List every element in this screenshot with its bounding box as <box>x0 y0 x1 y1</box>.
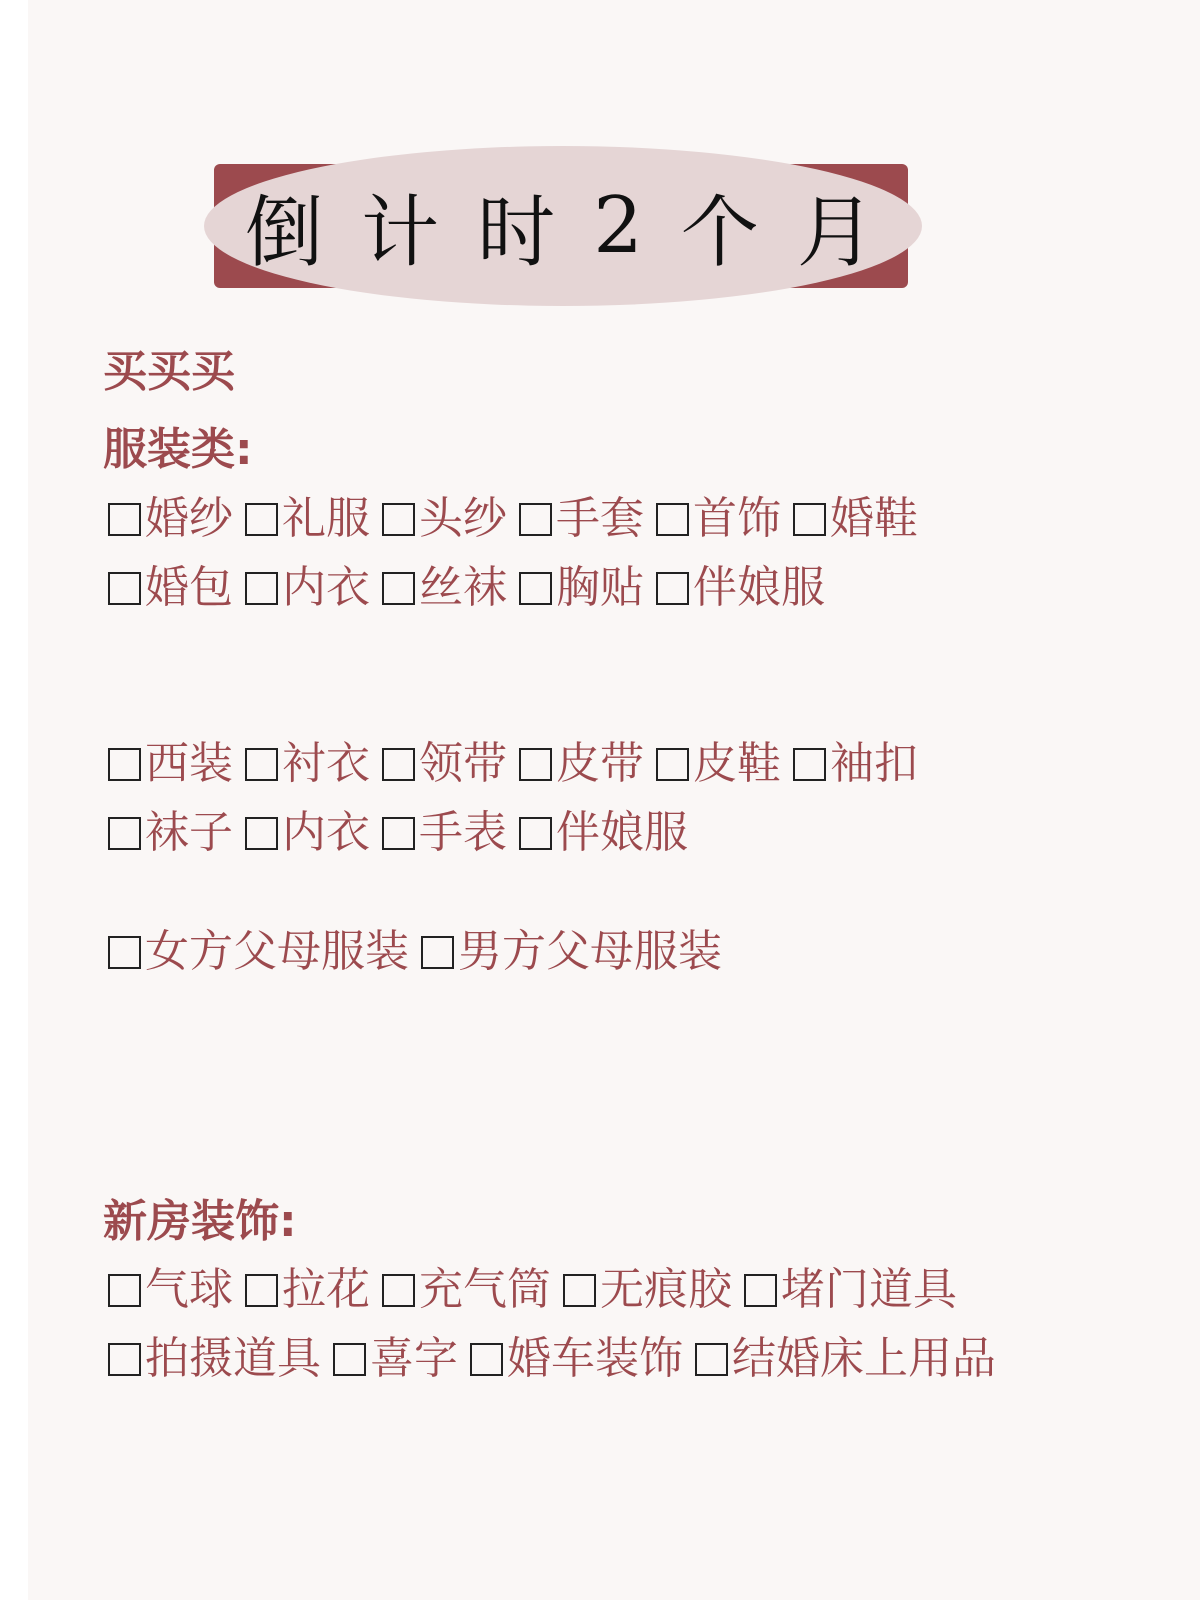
checkbox-icon[interactable] <box>563 1274 596 1307</box>
checkbox-icon[interactable] <box>245 817 278 850</box>
title-char: 计 <box>361 188 446 278</box>
checklist-item[interactable] <box>744 1264 957 1315</box>
checklist-item-label: 西装 <box>145 738 233 789</box>
checklist-item-label: 伴娘服 <box>556 807 688 858</box>
checklist-item-label: 手套 <box>556 493 644 544</box>
checklist-item-label: 首饰 <box>693 493 781 544</box>
checklist-item[interactable] <box>108 926 409 977</box>
checkbox-icon[interactable] <box>519 817 552 850</box>
checklist-item-label: 婚纱 <box>145 493 233 544</box>
checklist-item[interactable] <box>245 493 370 544</box>
checklist-row-bride-2 <box>108 562 837 613</box>
section-heading-buy: 买买买 <box>103 346 235 397</box>
checkbox-icon[interactable] <box>108 1274 141 1307</box>
checklist-item[interactable] <box>656 738 781 789</box>
checkbox-icon[interactable] <box>382 817 415 850</box>
checklist-item[interactable] <box>793 738 918 789</box>
checklist-item[interactable] <box>656 562 825 613</box>
checklist-item-label: 无痕胶 <box>600 1264 732 1315</box>
checkbox-icon[interactable] <box>793 748 826 781</box>
checklist-item-label: 女方父母服装 <box>145 926 409 977</box>
checkbox-icon[interactable] <box>245 748 278 781</box>
checklist-item-label: 内衣 <box>282 807 370 858</box>
checkbox-icon[interactable] <box>333 1343 366 1376</box>
title-char: 个 <box>680 188 765 278</box>
checkbox-icon[interactable] <box>382 572 415 605</box>
checklist-item-label: 手表 <box>419 807 507 858</box>
checklist-item-label: 堵门道具 <box>781 1264 957 1315</box>
checkbox-icon[interactable] <box>382 1274 415 1307</box>
checkbox-icon[interactable] <box>245 503 278 536</box>
checklist-item-label: 头纱 <box>419 493 507 544</box>
checkbox-icon[interactable] <box>470 1343 503 1376</box>
title-char: 倒 <box>245 188 330 278</box>
checklist-item[interactable] <box>470 1333 683 1384</box>
checkbox-icon[interactable] <box>245 572 278 605</box>
checklist-item[interactable] <box>519 807 688 858</box>
checkbox-icon[interactable] <box>108 748 141 781</box>
checkbox-icon[interactable] <box>108 503 141 536</box>
checklist-item-label: 皮带 <box>556 738 644 789</box>
checklist-item[interactable] <box>333 1333 458 1384</box>
checklist-item-label: 袖扣 <box>830 738 918 789</box>
checklist-item-label: 婚鞋 <box>830 493 918 544</box>
checklist-item-label: 婚包 <box>145 562 233 613</box>
checklist-item[interactable] <box>245 738 370 789</box>
checkbox-icon[interactable] <box>108 572 141 605</box>
checklist-item-label: 拍摄道具 <box>145 1333 321 1384</box>
checklist-item-label: 气球 <box>145 1264 233 1315</box>
checkbox-icon[interactable] <box>519 748 552 781</box>
checklist-item[interactable] <box>108 1264 233 1315</box>
checklist-item[interactable] <box>382 738 507 789</box>
title-char: 时 <box>477 188 562 278</box>
checklist-row-bride-1 <box>108 493 930 544</box>
checklist-row-groom-2 <box>108 807 700 858</box>
title-char: 月 <box>796 188 881 278</box>
checklist-item[interactable] <box>108 493 233 544</box>
checklist-item[interactable] <box>382 807 507 858</box>
checklist-item[interactable] <box>695 1333 996 1384</box>
checkbox-icon[interactable] <box>108 817 141 850</box>
checklist-item-label: 丝袜 <box>419 562 507 613</box>
checklist-item[interactable] <box>382 562 507 613</box>
checkbox-icon[interactable] <box>656 503 689 536</box>
checklist-item[interactable] <box>421 926 722 977</box>
checklist-item[interactable] <box>245 562 370 613</box>
checklist-item[interactable] <box>108 562 233 613</box>
checkbox-icon[interactable] <box>382 748 415 781</box>
checklist-item[interactable] <box>108 1333 321 1384</box>
checkbox-icon[interactable] <box>421 936 454 969</box>
checklist-item[interactable] <box>519 493 644 544</box>
checklist-item-label: 拉花 <box>282 1264 370 1315</box>
checklist-item-label: 衬衣 <box>282 738 370 789</box>
checkbox-icon[interactable] <box>108 1343 141 1376</box>
checklist-item-label: 领带 <box>419 738 507 789</box>
checklist-item[interactable] <box>382 1264 551 1315</box>
checklist-item-label: 喜字 <box>370 1333 458 1384</box>
checkbox-icon[interactable] <box>656 572 689 605</box>
checklist-item[interactable] <box>245 807 370 858</box>
checklist-item-label: 结婚床上用品 <box>732 1333 996 1384</box>
checklist-row-groom-1 <box>108 738 930 789</box>
checklist-item[interactable] <box>519 562 644 613</box>
checkbox-icon[interactable] <box>382 503 415 536</box>
checkbox-icon[interactable] <box>744 1274 777 1307</box>
checklist-item[interactable] <box>108 807 233 858</box>
checklist-item-label: 礼服 <box>282 493 370 544</box>
checklist-row-decor-1 <box>108 1264 969 1315</box>
checklist-item[interactable] <box>656 493 781 544</box>
checklist-item[interactable] <box>563 1264 732 1315</box>
section-heading-decor: 新房装饰: <box>103 1196 297 1247</box>
checkbox-icon[interactable] <box>519 503 552 536</box>
checkbox-icon[interactable] <box>793 503 826 536</box>
checklist-row-decor-2 <box>108 1333 1008 1384</box>
checklist-item[interactable] <box>245 1264 370 1315</box>
checkbox-icon[interactable] <box>519 572 552 605</box>
checklist-item-label: 充气筒 <box>419 1264 551 1315</box>
checkbox-icon[interactable] <box>695 1343 728 1376</box>
checklist-item[interactable] <box>793 493 918 544</box>
checklist-item-label: 胸贴 <box>556 562 644 613</box>
checkbox-icon[interactable] <box>108 936 141 969</box>
checklist-item[interactable] <box>108 738 233 789</box>
checklist-item[interactable] <box>382 493 507 544</box>
checklist-item-label: 男方父母服装 <box>458 926 722 977</box>
checklist-row-parents <box>108 926 734 977</box>
checkbox-icon[interactable] <box>656 748 689 781</box>
checklist-item-label: 袜子 <box>145 807 233 858</box>
checklist-item-label: 皮鞋 <box>693 738 781 789</box>
checklist-item[interactable] <box>519 738 644 789</box>
page-title <box>204 146 922 306</box>
checklist-item-label: 伴娘服 <box>693 562 825 613</box>
checkbox-icon[interactable] <box>245 1274 278 1307</box>
section-heading-clothes: 服装类: <box>103 424 253 475</box>
checklist-item-label: 婚车装饰 <box>507 1333 683 1384</box>
checklist-item-label: 内衣 <box>282 562 370 613</box>
title-char: 2 <box>593 181 649 271</box>
